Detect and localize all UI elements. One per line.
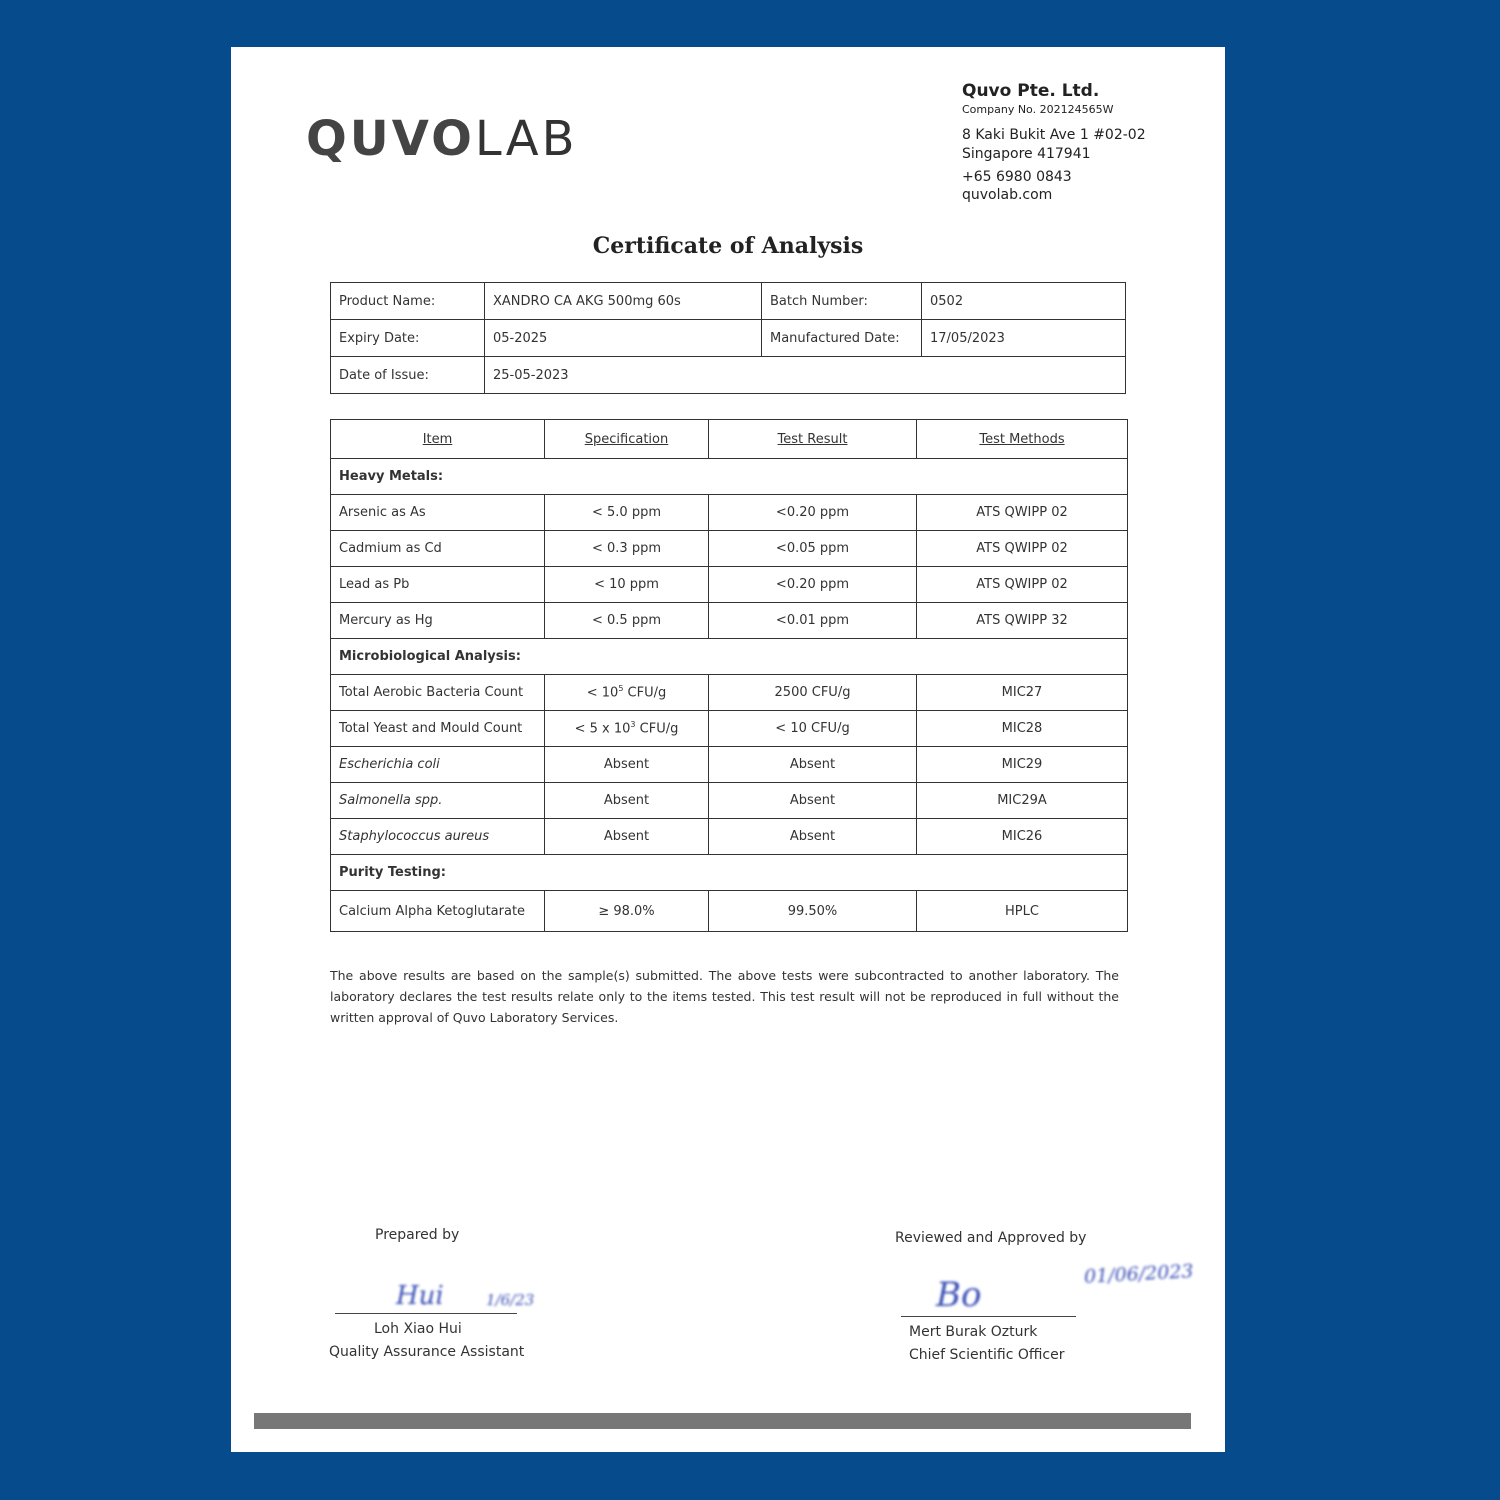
method-cell: MIC29: [917, 747, 1128, 783]
result-cell: <0.01 ppm: [709, 603, 917, 639]
table-row: [331, 495, 1128, 531]
section-row: [331, 639, 1128, 675]
item-cell: Calcium Alpha Ketoglutarate: [331, 891, 545, 932]
table-row: [331, 819, 1128, 855]
expiry-label: Expiry Date:: [331, 320, 485, 357]
item-cell: Total Yeast and Mould Count: [331, 711, 545, 747]
batch-label: Batch Number:: [762, 283, 922, 320]
table-row: [331, 567, 1128, 603]
prepared-signature: Hui: [396, 1281, 444, 1311]
quvolab-logo: QUVOLAB: [306, 111, 578, 167]
manufactured-label: Manufactured Date:: [762, 320, 922, 357]
item-cell: Cadmium as Cd: [331, 531, 545, 567]
result-cell: < 10 CFU/g: [709, 711, 917, 747]
item-cell: Lead as Pb: [331, 567, 545, 603]
header-test-methods: Test Methods: [917, 420, 1128, 459]
product-info-table: [330, 282, 1126, 394]
table-row: [331, 531, 1128, 567]
expiry-value: 05-2025: [485, 320, 762, 357]
result-cell: <0.20 ppm: [709, 567, 917, 603]
product-label: Product Name:: [331, 283, 485, 320]
approved-title: Chief Scientific Officer: [909, 1347, 1065, 1363]
spec-cell: < 5.0 ppm: [545, 495, 709, 531]
spec-cell: < $10^5$ CFU/g: [545, 675, 709, 711]
company-info: [962, 80, 1146, 205]
section-title: Heavy Metals:: [331, 459, 1128, 495]
table-row: [331, 283, 1126, 320]
approved-signature-date: 01/06/2023: [1083, 1260, 1195, 1288]
prepared-label: Prepared by: [375, 1227, 460, 1243]
company-reg: Company No. 202124565W: [962, 102, 1114, 116]
prepared-title: Quality Assurance Assistant: [329, 1344, 525, 1360]
approved-name: Mert Burak Ozturk: [909, 1324, 1038, 1340]
approved-signature: Bo: [936, 1275, 982, 1315]
header-test-result: Test Result: [709, 420, 917, 459]
method-cell: ATS QWIPP 02: [917, 531, 1128, 567]
table-header-row: [331, 420, 1128, 459]
spec-cell: < 10 ppm: [545, 567, 709, 603]
result-cell: Absent: [709, 819, 917, 855]
header-item: Item: [331, 420, 545, 459]
company-website: quvolab.com: [962, 187, 1053, 204]
batch-value: 0502: [922, 283, 1126, 320]
method-cell: MIC27: [917, 675, 1128, 711]
table-row: [331, 783, 1128, 819]
table-row: [331, 711, 1128, 747]
issue-label: Date of Issue:: [331, 357, 485, 394]
table-row: [331, 320, 1126, 357]
spec-cell: < 0.5 ppm: [545, 603, 709, 639]
item-cell: Arsenic as As: [331, 495, 545, 531]
section-row: [331, 855, 1128, 891]
approved-signature-line: [901, 1316, 1076, 1317]
prepared-signature-line: [335, 1313, 517, 1314]
spec-cell: Absent: [545, 819, 709, 855]
spec-cell: Absent: [545, 783, 709, 819]
section-title: Purity Testing:: [331, 855, 1128, 891]
header-specification: Specification: [545, 420, 709, 459]
manufactured-value: 17/05/2023: [922, 320, 1126, 357]
section-row: [331, 459, 1128, 495]
table-row: [331, 603, 1128, 639]
certificate-sheet: [231, 47, 1225, 1452]
item-cell: Staphylococcus aureus: [331, 819, 545, 855]
footer-bar: [254, 1413, 1191, 1429]
company-phone: +65 6980 0843: [962, 168, 1072, 185]
address-line1: 8 Kaki Bukit Ave 1 #02-02: [962, 126, 1146, 143]
result-cell: Absent: [709, 783, 917, 819]
item-cell: Escherichia coli: [331, 747, 545, 783]
result-cell: <0.05 ppm: [709, 531, 917, 567]
method-cell: MIC26: [917, 819, 1128, 855]
spec-cell: < 5 x $10^3$ CFU/g: [545, 711, 709, 747]
item-cell: Salmonella spp.: [331, 783, 545, 819]
issue-value: 25-05-2023: [485, 357, 1126, 394]
prepared-name: Loh Xiao Hui: [374, 1321, 462, 1337]
disclaimer-note: The above results are based on the sample(s) submitted. The above tests were subcontracted to another laboratory. The laboratory declares the test results relate only to the items tested. This test result will not be reproduced in full without the written approval of Quvo Laboratory Services.: [330, 968, 1119, 1025]
method-cell: ATS QWIPP 02: [917, 495, 1128, 531]
result-cell: Absent: [709, 747, 917, 783]
results-table: [330, 419, 1128, 932]
spec-cell: < 0.3 ppm: [545, 531, 709, 567]
spec-cell: Absent: [545, 747, 709, 783]
approved-label: Reviewed and Approved by: [895, 1230, 1087, 1246]
method-cell: MIC28: [917, 711, 1128, 747]
table-row: [331, 675, 1128, 711]
prepared-signature-date: 1/6/23: [486, 1291, 535, 1309]
page-title: Certificate of Analysis: [592, 233, 864, 259]
method-cell: ATS QWIPP 32: [917, 603, 1128, 639]
item-cell: Total Aerobic Bacteria Count: [331, 675, 545, 711]
section-title: Microbiological Analysis:: [331, 639, 1128, 675]
address-line2: Singapore 417941: [962, 145, 1091, 162]
result-cell: 99.50%: [709, 891, 917, 932]
method-cell: MIC29A: [917, 783, 1128, 819]
result-cell: 2500 CFU/g: [709, 675, 917, 711]
method-cell: ATS QWIPP 02: [917, 567, 1128, 603]
spec-cell: ≥ 98.0%: [545, 891, 709, 932]
method-cell: HPLC: [917, 891, 1128, 932]
table-row: [331, 891, 1128, 932]
result-cell: <0.20 ppm: [709, 495, 917, 531]
company-name: Quvo Pte. Ltd.: [962, 81, 1100, 101]
product-value: XANDRO CA AKG 500mg 60s: [485, 283, 762, 320]
table-row: [331, 357, 1126, 394]
table-row: [331, 747, 1128, 783]
item-cell: Mercury as Hg: [331, 603, 545, 639]
